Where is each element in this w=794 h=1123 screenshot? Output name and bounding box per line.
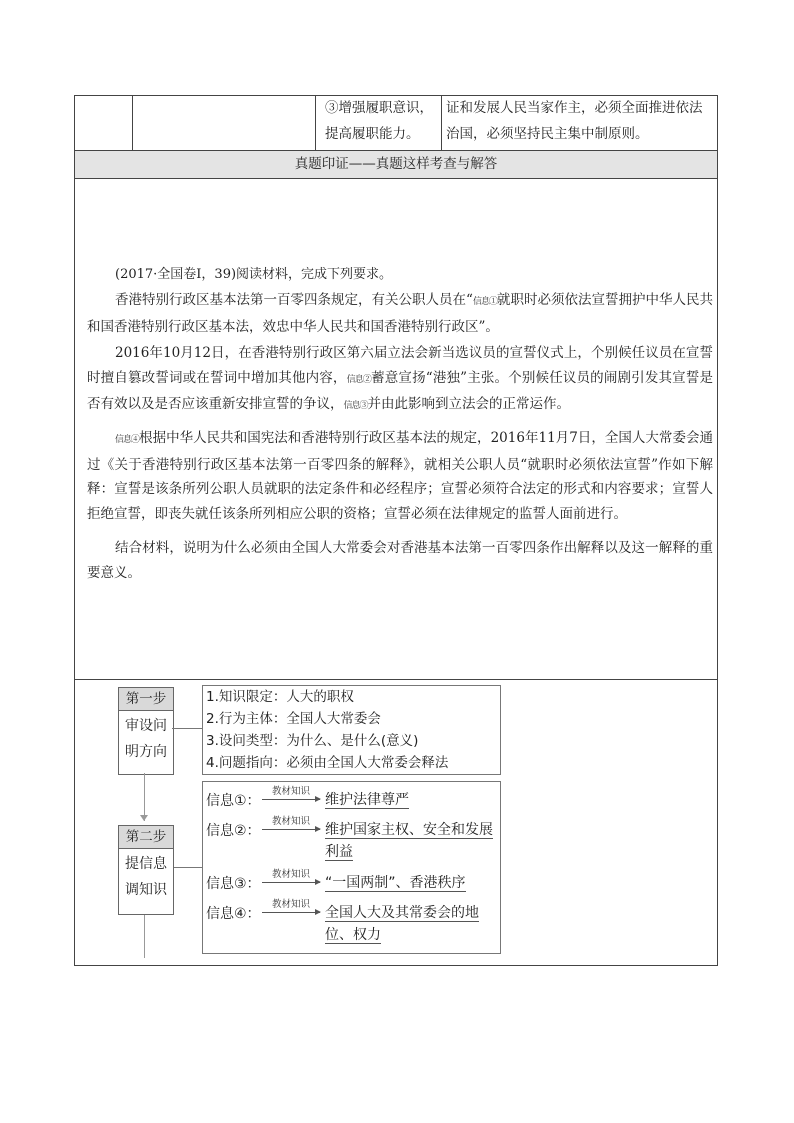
connector-vertical-2 [144,913,145,958]
cell-measure-line1: ③增强履职意识， [325,100,433,116]
question-paragraph-2: 2016年10月12日，在香港特别行政区第六届立法会新当选议员的宣誓仪式上，个别候任议员在宣誓时擅自篡改誓词或在誓词中增加其他内容，信息②蓄意宣扬“港独”主张。个别候任议员的闹剧引发其宣誓是否有效以及是否应该重新安排宣誓的争议，信息③并由此影响到立法会的正常运作。 [87,345,713,412]
info-1-value: 维护法律尊严 [325,792,409,808]
info-4-value: 全国人大及其常委会的地 位、权力 [325,905,479,943]
step-1-body-line2: 明方向 [125,744,167,760]
step-1-item-3: 3.设问类型：为什么、是什么(意义) [206,733,419,749]
step-1-body-line1: 审设问 [125,718,167,734]
question-paragraph-4: 结合材料，说明为什么必须由全国人大常委会对香港基本法第一百零四条作出解释以及这一解释的重要意义。 [87,540,713,581]
section-divider [75,679,717,680]
question-paragraph-1: 香港特别行政区基本法第一百零四条规定，有关公职人员在“信息①就职时必须依法宣誓拥护中华人民共和国香港特别行政区基本法，效忠中华人民共和国香港特别行政区”。 [87,292,713,335]
info-4-arrow-caption: 教材知识 [272,899,311,910]
col-divider-1 [132,96,133,150]
step-1-item-1: 1.知识限定：人大的职权 [206,689,354,705]
section-header [75,150,717,179]
info-badge-1: 信息① [472,297,497,307]
info-3-arrow-icon [262,882,320,883]
down-arrow-icon [140,815,148,821]
connector-step1 [172,728,202,729]
info-2-value: 维护国家主权、安全和发展 利益 [325,822,493,860]
info-1-arrow-icon [262,799,320,800]
col-divider-3 [441,96,442,150]
step-2-head: 第二步 [119,826,173,849]
info-4-label: 信息④： [206,906,261,922]
info-badge-2: 信息② [346,374,372,385]
cell-reason-line2: 治国，必须坚持民主集中制原则。 [446,126,649,142]
info-3-arrow-caption: 教材知识 [272,869,311,880]
col-divider-2 [315,96,316,150]
info-1-label: 信息①： [206,793,261,809]
info-1-arrow-caption: 教材知识 [272,786,311,797]
step-2-body-line2: 调知识 [125,882,167,898]
step-2-box [118,825,174,915]
question-paragraph-3: 信息④根据中华人民共和国宪法和香港特别行政区基本法的规定，2016年11月7日，全国人大常委会通过《关于香港特别行政区基本法第一百零四条的解释》，就相关公职人员“就职时必须依法宣誓”作如下解释：宣誓是该条所列公职人员就职的法定条件和必经程序；宣誓必须符合法定的形式和内容要求；宣誓人拒绝宣誓，即丧失就任该条所列相应公职的资格；宣誓必须在法律规定的监誓人面前进行。 [87,430,713,522]
info-3-value: “一国两制”、香港秩序 [325,875,466,891]
step-1-item-2: 2.行为主体：全国人大常委会 [206,711,381,727]
step-1-item-4: 4.问题指向：必须由全国人大常委会释法 [206,755,449,771]
step-1-items-box [202,685,501,775]
step-1-box [118,687,174,775]
info-4-arrow-icon [262,912,320,913]
info-2-arrow-icon [262,829,320,830]
step-1-head: 第一步 [119,688,173,711]
cell-measure-line2: 提高履职能力。 [325,126,420,142]
question-source: (2017·全国卷Ⅰ，39)阅读材料，完成下列要求。 [115,267,393,282]
info-2-label: 信息②： [206,823,261,839]
info-badge-4: 信息④ [115,435,140,445]
connector-vertical-1 [144,773,145,821]
info-2-arrow-caption: 教材知识 [272,816,311,827]
info-3-label: 信息③： [206,876,261,892]
section-header-title: 真题印证——真题这样考查与解答 [294,156,498,172]
info-badge-3: 信息③ [343,401,368,411]
step-2-body-line1: 提信息 [125,856,167,872]
connector-step2 [172,867,202,868]
cell-reason-line1: 证和发展人民当家作主，必须全面推进依法 [446,100,703,116]
